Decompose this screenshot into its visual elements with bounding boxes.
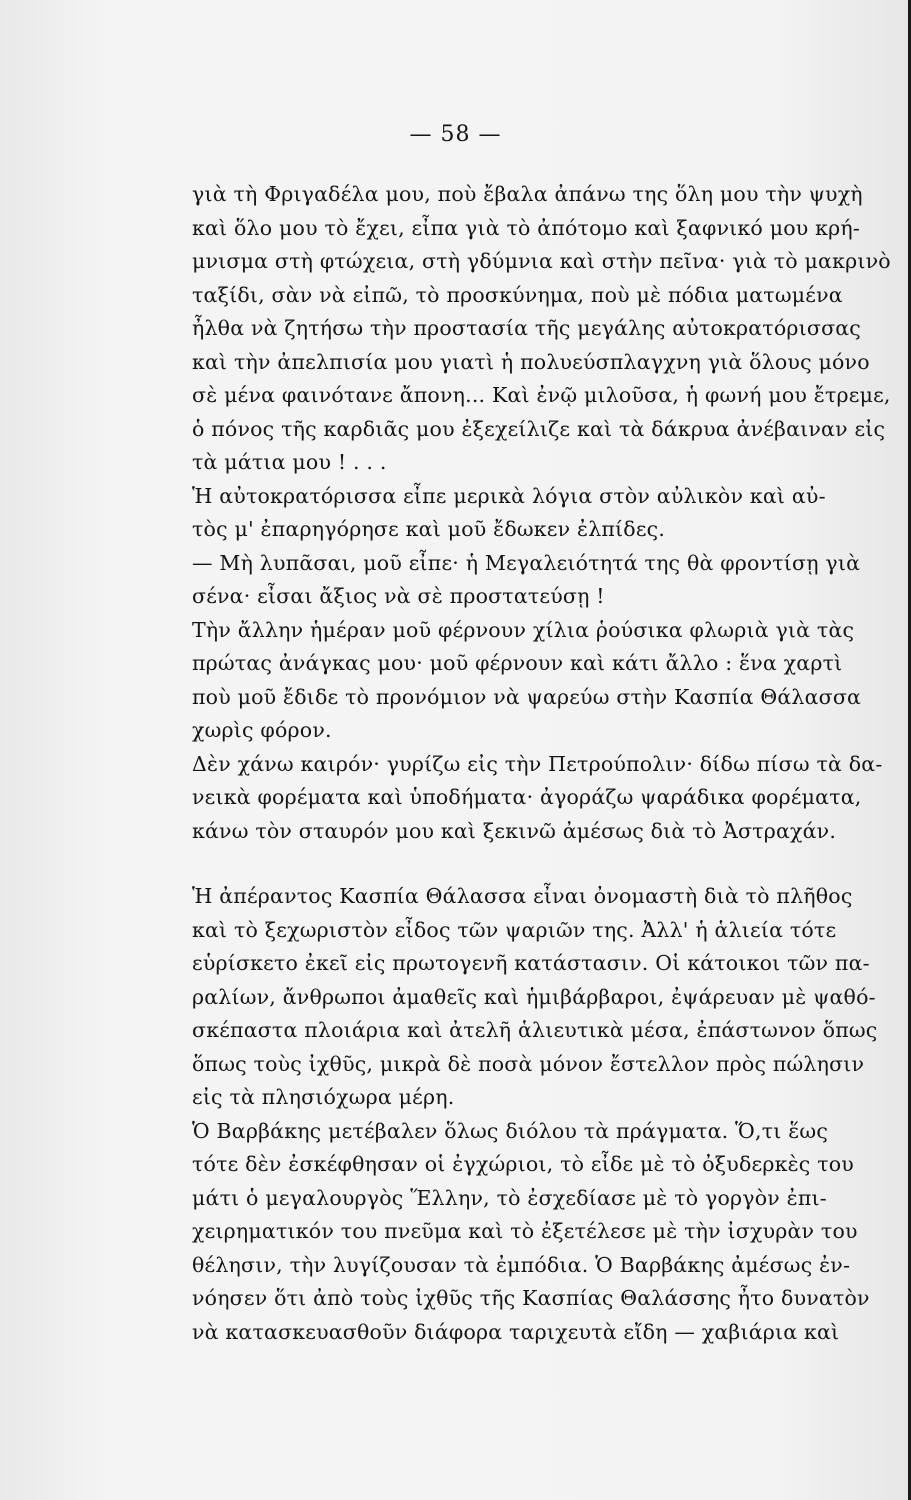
text-line: Ὁ Βαρβάκης μετέβαλεν ὅλως διόλου τὰ πράγματα. Ὅ,τι ἕως (192, 1118, 829, 1143)
text-line: ταξίδι, σὰν νὰ εἰπῶ, τὸ προσκύνημα, ποὺ μὲ πόδια ματωμένα (192, 282, 843, 307)
text-line: Ἡ ἀπέραντος Κασπία Θάλασσα εἶναι ὀνομαστὴ διὰ τὸ πλῆθος (192, 884, 853, 908)
text-line: — Μὴ λυπᾶσαι, μοῦ εἶπε· ἡ Μεγαλειότητά της θὰ φροντίσῃ γιὰ (192, 550, 861, 575)
text-line: Τὴν ἄλλην ἡμέραν μοῦ φέρνουν χίλια ῥούσικα φλωριὰ γιὰ τὰς (192, 617, 855, 642)
text-line: καὶ τὴν ἀπελπισία μου γιατὶ ἡ πολυεύσπλαγχνη γιὰ ὅλους μόνο (192, 349, 870, 374)
text-line: τὰ μάτια μου ! . . . (192, 450, 387, 474)
text-line: χειρηματικόν του πνεῦμα καὶ τὸ ἐξετέλεσε μὲ τὴν ἰσχυρὰν του (192, 1219, 858, 1243)
text-line: ὅπως τοὺς ἰχθῦς, μικρὰ δὲ ποσὰ μόνον ἔστελλον πρὸς πώλησιν (192, 1051, 865, 1076)
text-line: εἰς τὰ πλησιόχωρα μέρη. (192, 1085, 455, 1109)
text-line: σένα· εἶσαι ἄξιος νὰ σὲ προστατεύσῃ ! (192, 584, 605, 608)
text-line: Ἡ αὐτοκρατόρισσα εἶπε μερικὰ λόγια στὸν αὐλικὸν καὶ αὐ- (192, 483, 826, 508)
text-line: χωρὶς φόρον. (192, 718, 332, 742)
text-line: μνισμα στὴ φτώχεια, στὴ γδύμνια καὶ στὴν πεῖνα· γιὰ τὸ μακρινὸ (192, 249, 891, 273)
text-line: νεικὰ φορέματα καὶ ὑποδήματα· ἀγοράζω ψαράδικα φορέματα, (192, 785, 862, 809)
page-body-text (192, 178, 911, 1349)
text-line: σκέπαστα πλοιάρια καὶ ἀτελῆ ἁλιευτικὰ μέσα, ἐπάστωνον ὅπως (192, 1018, 878, 1042)
text-line: πρώτας ἀνάγκας μου· μοῦ φέρνουν καὶ κάτι ἄλλο : ἕνα χαρτὶ (192, 651, 843, 675)
text-line: καὶ ὅλο μου τὸ ἔχει, εἶπα γιὰ τὸ ἀπότομο καὶ ξαφνικό μου κρή- (192, 215, 861, 240)
text-line: νὰ κατασκευασθοῦν διάφορα ταριχευτὰ εἴδη — χαβιάρια καὶ (192, 1319, 840, 1344)
text-line: μάτι ὁ μεγαλουργὸς Ἕλλην, τὸ ἐσχεδίασε μὲ τὸ γοργὸν ἐπι- (192, 1185, 827, 1210)
text-line: σὲ μένα φαινότανε ἄπονη... Καὶ ἐνῷ μιλοῦσα, ἡ φωνή μου ἔτρεμε, (192, 383, 891, 407)
text-line: ποὺ μοῦ ἔδιδε τὸ προνόμιον νὰ ψαρεύω στὴν Κασπία Θάλασσα (192, 684, 862, 709)
text-line: νόησεν ὅτι ἀπὸ τοὺς ἰχθῦς τῆς Κασπίας Θαλάσσης ἦτο δυνατὸν (192, 1286, 870, 1310)
text-line: κάνω τὸν σταυρόν μου καὶ ξεκινῶ ἀμέσως διὰ τὸ Ἀστραχάν. (192, 818, 837, 843)
text-line: ραλίων, ἄνθρωποι ἀμαθεῖς καὶ ἡμιβάρβαροι, ἐψάρευαν μὲ ψαθό- (192, 984, 876, 1009)
text-line: γιὰ τὴ Φριγαδέλα μου, ποὺ ἔβαλα ἀπάνω της ὅλη μου τὴν ψυχὴ (192, 182, 863, 206)
text-line: ἦλθα νὰ ζητήσω τὴν προστασία τῆς μεγάλης αὐτοκρατόρισσας (192, 316, 861, 340)
text-line: τὸς μ' ἐπαρηγόρησε καὶ μοῦ ἔδωκεν ἐλπίδες. (192, 517, 666, 541)
text-line: Δὲν χάνω καιρόν· γυρίζω εἰς τὴν Πετρούπολιν· δίδω πίσω τὰ δα- (192, 751, 883, 776)
text-line: θέλησιν, τὴν λυγίζουσαν τὰ ἐμπόδια. Ὁ Βαρβάκης ἀμέσως ἐν- (192, 1252, 851, 1277)
text-line: τότε δὲν ἐσκέφθησαν οἱ ἐγχώριοι, τὸ εἶδε μὲ τὸ ὀξυδερκὲς του (192, 1152, 854, 1176)
page-number: — 58 — (409, 122, 502, 147)
text-line: εὑρίσκετο ἐκεῖ εἰς πρωτογενῆ κατάστασιν. Οἱ κάτοικοι τῶν πα- (192, 951, 870, 975)
text-line: ὁ πόνος τῆς καρδιᾶς μου ἐξεχείλιζε καὶ τὰ δάκρυα ἀνέβαιναν εἰς (192, 416, 886, 441)
text-line: καὶ τὸ ξεχωριστὸν εἶδος τῶν ψαριῶν της. Ἀλλ' ἡ ἁλιεία τότε (192, 917, 837, 942)
